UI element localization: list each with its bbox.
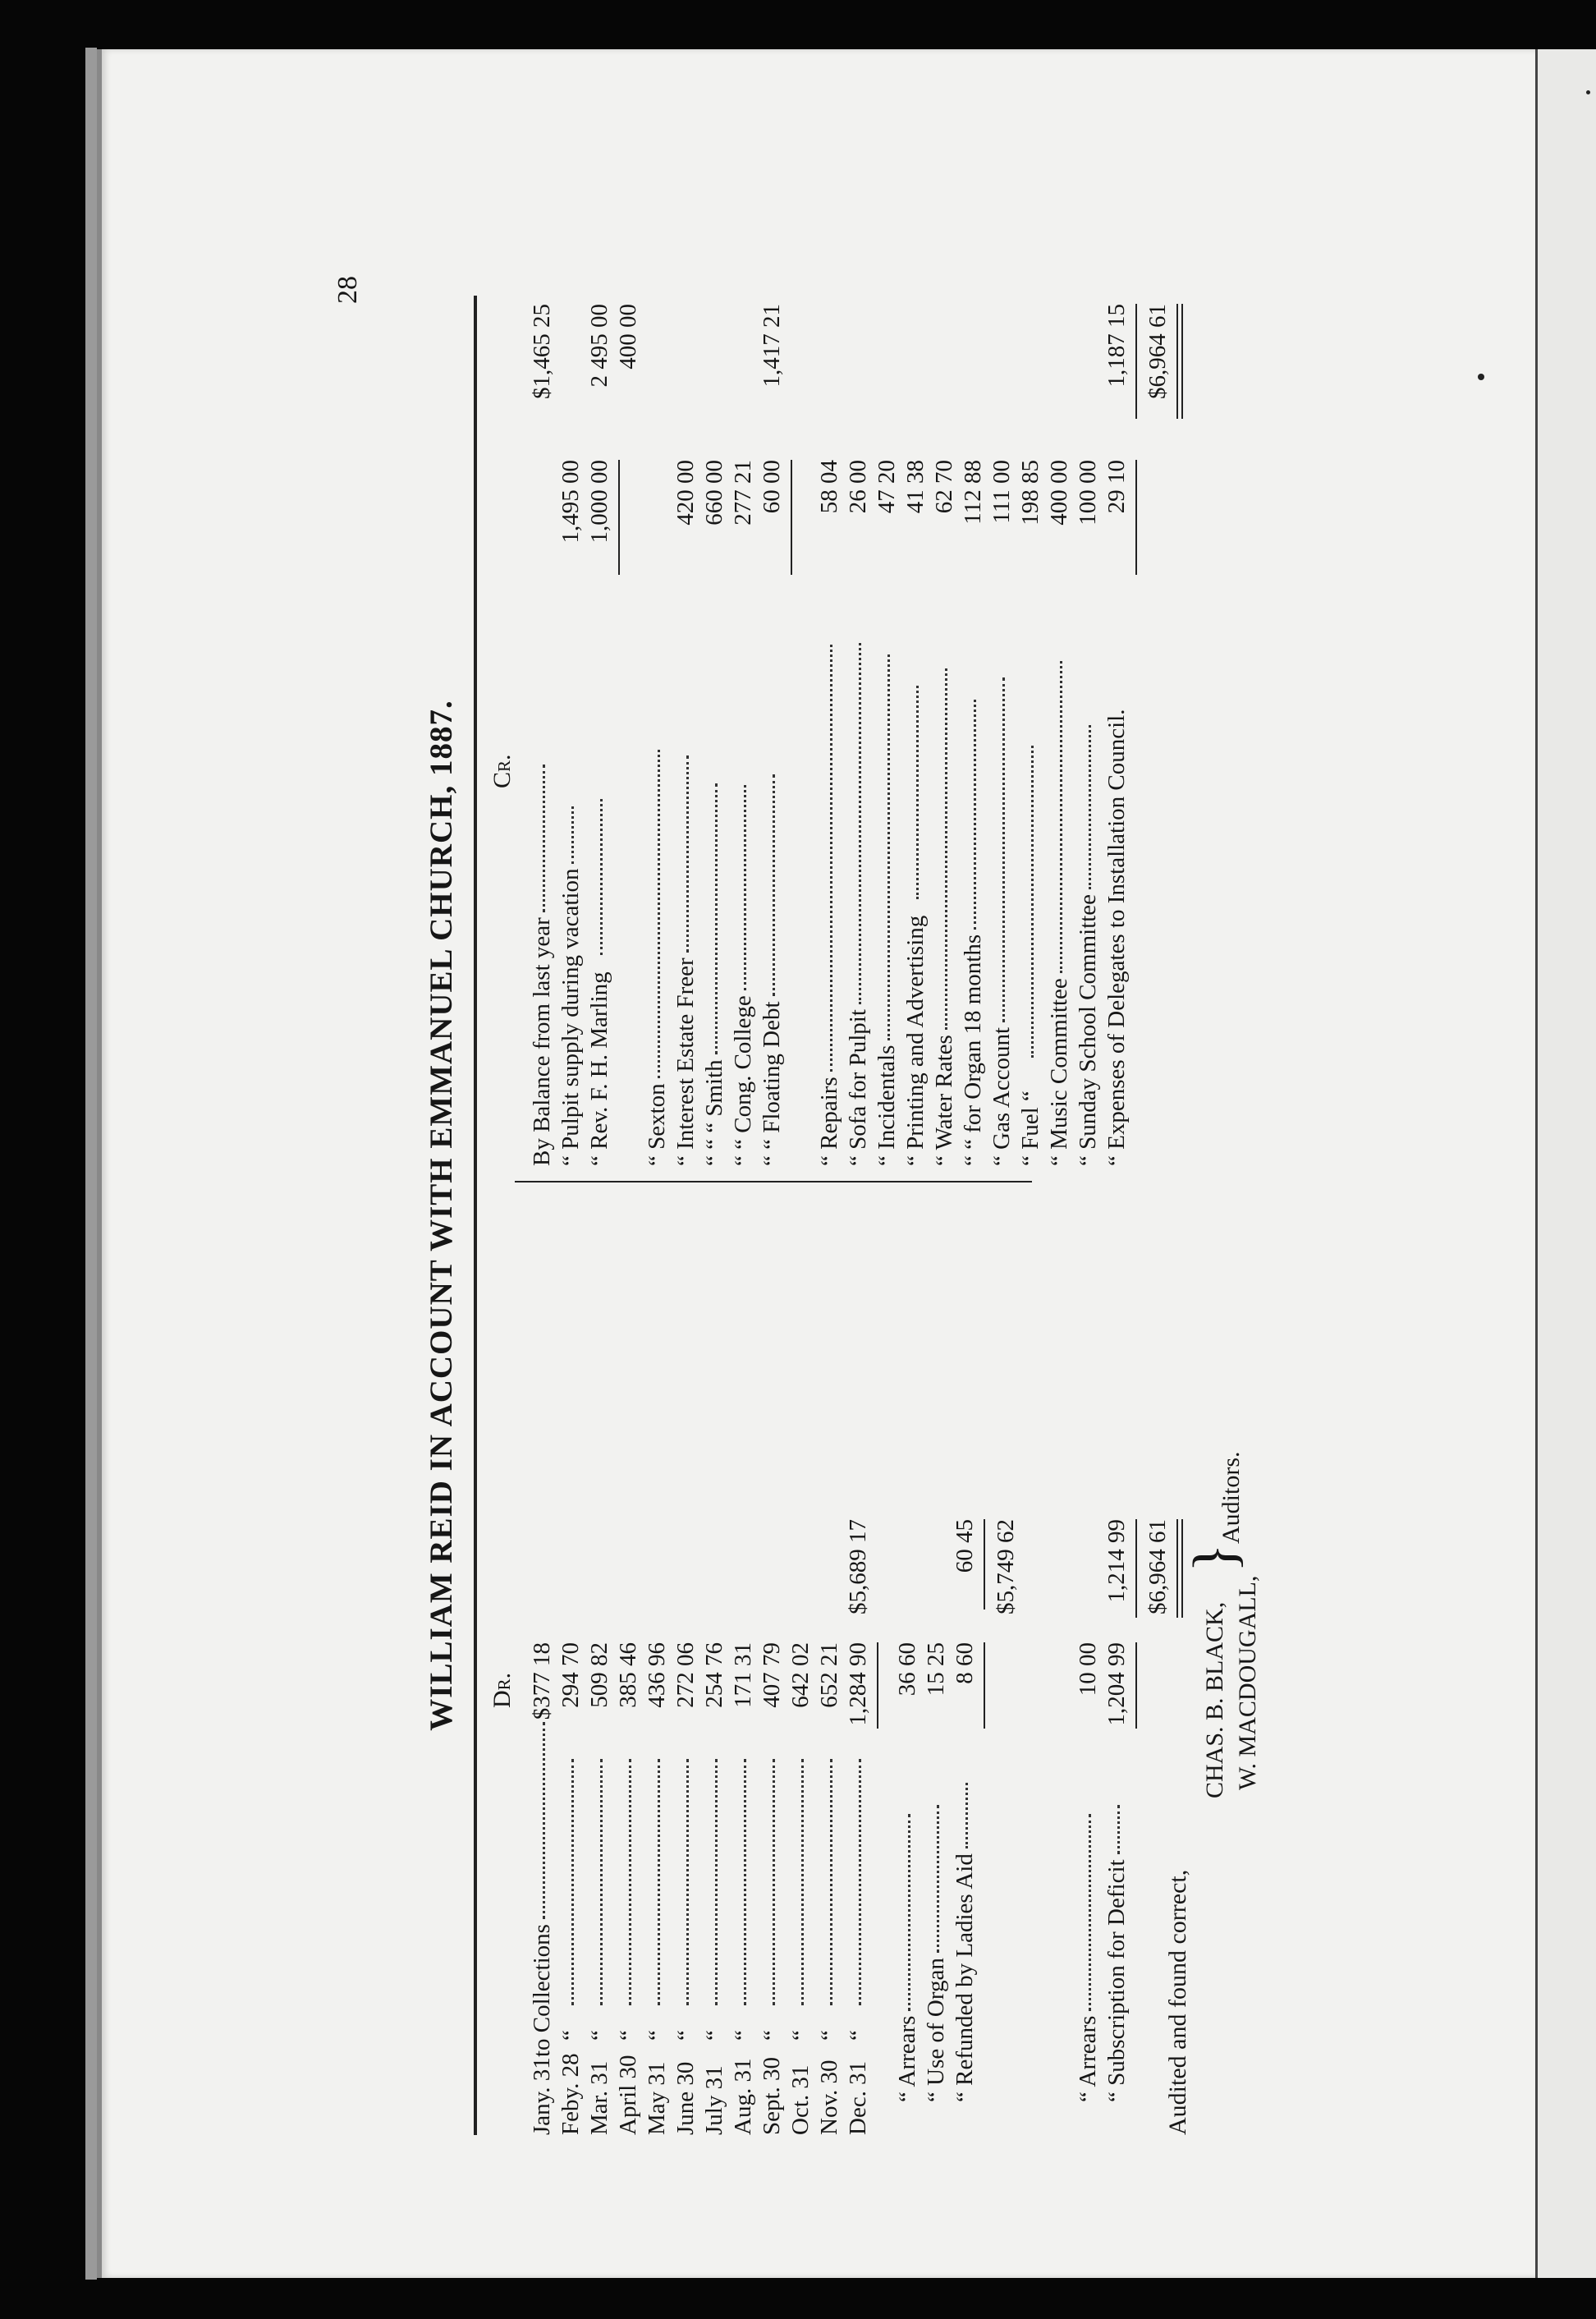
label-text: “ Subscription for Deficit bbox=[1103, 1859, 1130, 2102]
ledger-amount: 111 00 bbox=[988, 460, 1015, 524]
label-text: “ Music Committee bbox=[1046, 978, 1072, 1166]
ledger-date: July 31 bbox=[701, 2065, 727, 2135]
debit-grand-total: $6,964 61 bbox=[1144, 1519, 1171, 1614]
ledger-label bbox=[640, 1759, 673, 2041]
ledger-amount: 58 04 bbox=[816, 460, 842, 514]
ledger-label bbox=[727, 785, 759, 1166]
ledger-amount: 41 38 bbox=[902, 460, 929, 514]
page-number: 28 bbox=[332, 276, 363, 304]
ledger-label bbox=[1100, 1805, 1133, 2102]
auditor-name: CHAS. B. BLACK, bbox=[1201, 1601, 1228, 1798]
label-text: “ Interest Estate Freer bbox=[672, 957, 699, 1166]
deficit-total: 1,214 99 bbox=[1103, 1519, 1130, 1603]
label-text: “ bbox=[787, 2030, 814, 2041]
ledger-amount: 420 00 bbox=[672, 460, 699, 526]
label-text: “ Arrears bbox=[894, 2015, 920, 2102]
label-text: “ Sofa for Pulpit bbox=[845, 1009, 871, 1166]
ledger-date: Dec. 31 bbox=[845, 2060, 871, 2135]
ledger-label bbox=[525, 765, 558, 1166]
ledger-amount: 407 79 bbox=[759, 1642, 785, 1708]
ledger-amount: 1,204 99 bbox=[1103, 1642, 1130, 1726]
double-rule bbox=[1176, 1519, 1178, 1618]
label-text: “ Gas Account bbox=[988, 1026, 1015, 1166]
ledger-amount: 26 00 bbox=[845, 460, 871, 514]
ledger-date: June 30 bbox=[672, 2061, 699, 2135]
ledger-date: April 30 bbox=[615, 2055, 641, 2135]
ledger-amount: 10 00 bbox=[1075, 1642, 1101, 1697]
ledger-date: Sept. 30 bbox=[759, 2056, 785, 2135]
ledger-date: Mar. 31 bbox=[586, 2060, 612, 2135]
ledger-amount: 1,284 90 bbox=[845, 1642, 871, 1726]
ledger-label bbox=[1071, 725, 1104, 1166]
auditor-name: W. MACDOUGALL, bbox=[1234, 1575, 1261, 1790]
ledger-label bbox=[698, 783, 731, 1166]
label-text: “ Expenses of Delegates to Installation Council. bbox=[1103, 709, 1130, 1166]
pulpit-total: 2 495 00 bbox=[586, 304, 612, 388]
ledger-date: Aug. 31 bbox=[730, 2058, 756, 2135]
label-text: “ Refunded by Ladies Aid bbox=[952, 1853, 978, 2102]
ledger-label bbox=[842, 643, 874, 1166]
label-text: “ Repairs bbox=[816, 1077, 842, 1166]
ledger-amount: 100 00 bbox=[1075, 460, 1101, 526]
ledger-date: Feby. 28 bbox=[557, 2053, 584, 2135]
ledger-label bbox=[813, 645, 846, 1166]
ledger-label bbox=[669, 755, 702, 1166]
total-rule bbox=[618, 460, 620, 575]
ledger-label bbox=[842, 1759, 874, 2041]
ledger-amount: 171 31 bbox=[730, 1642, 756, 1708]
label-text: “ “ “ Smith bbox=[701, 1059, 727, 1166]
credit-heading: Cr. bbox=[488, 754, 516, 788]
ledger-amount: 660 00 bbox=[701, 460, 727, 526]
label-text: “ Pulpit supply during vacation bbox=[557, 868, 584, 1166]
ledger-label bbox=[948, 1783, 981, 2102]
ledger-label bbox=[727, 1759, 759, 2041]
ledger-label bbox=[583, 799, 616, 1166]
page-binding-edge bbox=[85, 48, 97, 2280]
ledger-label bbox=[612, 1759, 644, 2041]
ledger-label bbox=[1014, 746, 1047, 1166]
ledger-label bbox=[985, 677, 1018, 1166]
auditors-label: Auditors. bbox=[1218, 1451, 1245, 1544]
ledger-label bbox=[870, 654, 903, 1166]
ledger-label bbox=[956, 700, 989, 1166]
ledger-amount: 198 85 bbox=[1017, 460, 1043, 526]
collections-total: $5,689 17 bbox=[845, 1519, 871, 1614]
ledger-amount: 36 60 bbox=[894, 1642, 920, 1697]
double-rule bbox=[1176, 304, 1178, 419]
debit-subtotal: $5,749 62 bbox=[993, 1519, 1019, 1614]
label-text: “ Incidentals bbox=[874, 1045, 900, 1166]
ledger-amount: 47 20 bbox=[874, 460, 900, 514]
ledger-label bbox=[1043, 661, 1075, 1166]
ledger-label bbox=[583, 1759, 616, 2041]
double-rule bbox=[1181, 304, 1183, 419]
audit-statement: Audited and found correct, bbox=[1164, 1869, 1191, 2135]
label-text: “ bbox=[845, 2030, 871, 2041]
account-statement bbox=[332, 276, 1273, 2135]
total-rule bbox=[984, 1519, 985, 1610]
total-rule bbox=[1135, 460, 1137, 575]
label-text: “ Printing and Advertising bbox=[902, 915, 929, 1166]
label-text: “ bbox=[816, 2030, 842, 2041]
column-divider bbox=[515, 1181, 1032, 1182]
ledger-date: May 31 bbox=[644, 2061, 670, 2135]
ledger-amount: 436 96 bbox=[644, 1642, 670, 1708]
ledger-amount: 400 00 bbox=[1046, 460, 1072, 526]
ledger-amount: 509 82 bbox=[586, 1642, 612, 1708]
ledger-date: Nov. 30 bbox=[816, 2060, 842, 2135]
label-text: “ bbox=[557, 2030, 584, 2041]
ledger-label bbox=[813, 1759, 846, 2041]
label-text: “ bbox=[701, 2030, 727, 2041]
speck-mark bbox=[1478, 374, 1484, 380]
ledger-amount: 29 10 bbox=[1103, 460, 1130, 514]
ledger-label bbox=[920, 1805, 952, 2102]
ledger-amount: 8 60 bbox=[952, 1642, 978, 1684]
label-text: “ Sexton bbox=[644, 1083, 670, 1166]
sexton-amount: 400 00 bbox=[615, 304, 641, 370]
label-text: “ bbox=[644, 2030, 670, 2041]
ledger-amount: 15 25 bbox=[923, 1642, 949, 1697]
speck-mark bbox=[1586, 90, 1590, 94]
credit-grand-total: $6,964 61 bbox=[1144, 304, 1171, 399]
label-text: “ “ Cong. College bbox=[730, 995, 756, 1166]
ledger-label bbox=[928, 668, 961, 1166]
expenses-total: 1,187 15 bbox=[1103, 304, 1130, 388]
label-text: “ bbox=[730, 2030, 756, 2041]
ledger-label bbox=[554, 1759, 587, 2041]
label-text: “ “ for Organ 18 months bbox=[960, 934, 986, 1166]
ledger-amount: 385 46 bbox=[615, 1642, 641, 1708]
ledger-date: Jany. 31 bbox=[529, 2057, 555, 2135]
label-text: “ bbox=[672, 2030, 699, 2041]
ledger-amount: 642 02 bbox=[787, 1642, 814, 1708]
ledger-amount: 294 70 bbox=[557, 1642, 584, 1708]
interest-total: 1,417 21 bbox=[759, 304, 785, 388]
total-rule bbox=[1135, 1642, 1137, 1729]
brace-glyph: } bbox=[1181, 1543, 1249, 1573]
ledger-label bbox=[784, 1759, 817, 2041]
ledger-label bbox=[891, 1814, 924, 2102]
ledger-label bbox=[1100, 709, 1133, 1167]
ledger-amount: 1,495 00 bbox=[557, 460, 584, 544]
ledger-label bbox=[669, 1759, 702, 2041]
ledger-label bbox=[640, 750, 673, 1166]
ledger-date: Oct. 31 bbox=[787, 2064, 814, 2135]
label-text: “ Fuel “ bbox=[1017, 1091, 1043, 1166]
label-text: “ Water Rates bbox=[931, 1035, 957, 1166]
ledger-amount: 277 21 bbox=[730, 460, 756, 526]
ledger-amount: 652 21 bbox=[816, 1642, 842, 1708]
total-rule bbox=[877, 1642, 878, 1729]
ledger-label bbox=[899, 686, 932, 1166]
total-rule bbox=[984, 1642, 985, 1729]
ledger-label bbox=[698, 1759, 731, 2041]
ledger-amount: 1,000 00 bbox=[586, 460, 612, 544]
ledger-amount: 272 06 bbox=[672, 1642, 699, 1708]
ledger-amount: 254 76 bbox=[701, 1642, 727, 1708]
total-rule bbox=[1135, 1519, 1137, 1618]
label-text: “ “ Floating Debt bbox=[759, 1001, 785, 1166]
ledger-amount: $377 18 bbox=[529, 1642, 555, 1720]
label-text: to Collections bbox=[529, 1924, 555, 2057]
ledger-amount: 112 88 bbox=[960, 460, 986, 525]
debit-heading: Dr. bbox=[488, 1672, 516, 1708]
label-text: “ Sunday School Committee bbox=[1075, 893, 1101, 1166]
ledger-label bbox=[525, 1722, 558, 2057]
ledger-amount: 60 00 bbox=[759, 460, 785, 514]
title-rule bbox=[474, 296, 477, 2135]
page-title: WILLIAM REID IN ACCOUNT WITH EMMANUEL CHURCH, 1887. bbox=[424, 700, 459, 1731]
facing-page-edge bbox=[1535, 49, 1596, 2278]
label-text: “ bbox=[586, 2030, 612, 2041]
total-rule bbox=[1135, 304, 1137, 419]
label-text: By Balance from last year bbox=[529, 917, 555, 1166]
label-text: “ Rev. F. H. Marling bbox=[586, 971, 612, 1166]
label-text: “ bbox=[759, 2030, 785, 2041]
ledger-label bbox=[1071, 1814, 1104, 2102]
total-rule bbox=[791, 460, 792, 575]
ledger-amount: 62 70 bbox=[931, 460, 957, 514]
ledger-label bbox=[554, 806, 587, 1166]
label-text: “ Arrears bbox=[1075, 2015, 1101, 2102]
ledger-label bbox=[755, 1759, 788, 2041]
label-text: “ Use of Organ bbox=[923, 1958, 949, 2102]
others-total: 60 45 bbox=[952, 1519, 978, 1573]
ledger-label bbox=[755, 774, 788, 1166]
credit-balance-amount: $1,465 25 bbox=[529, 304, 555, 399]
label-text: “ bbox=[615, 2030, 641, 2041]
